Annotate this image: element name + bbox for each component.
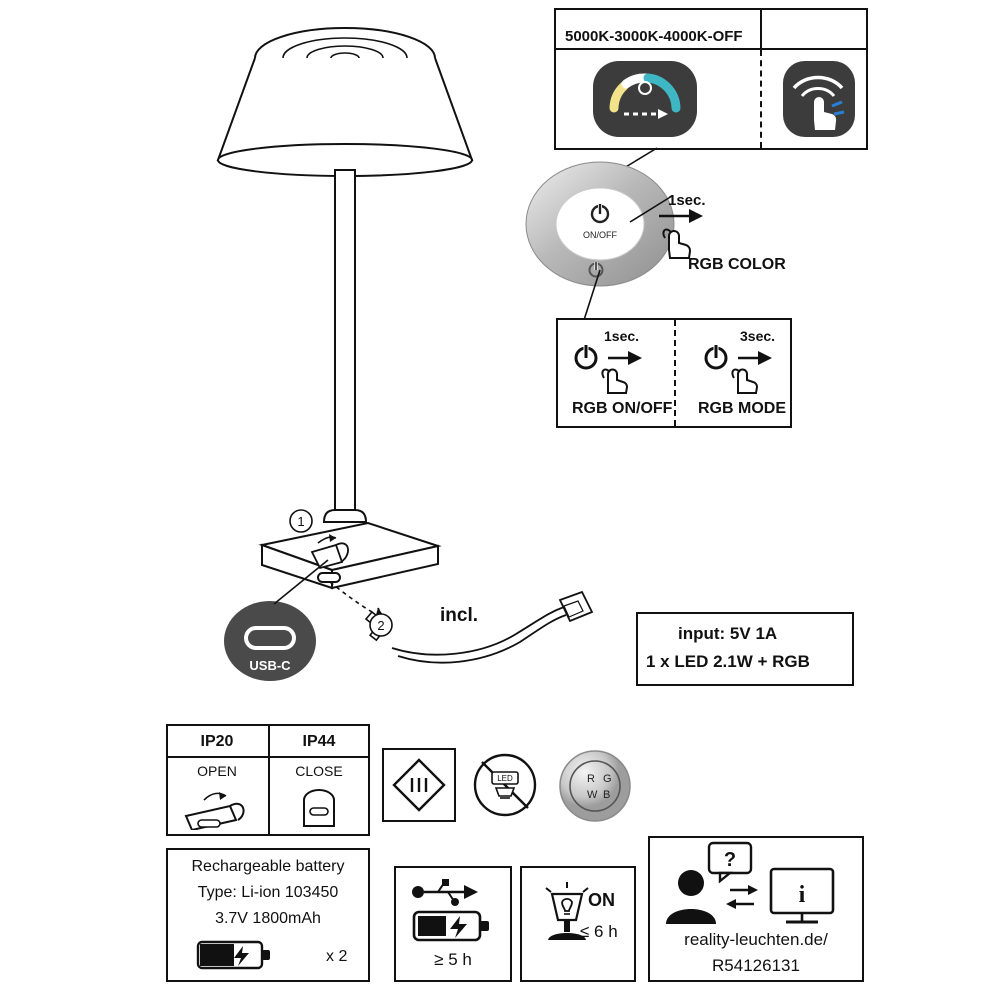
info-monitor-icon xyxy=(768,866,838,928)
ip-table-header-rule xyxy=(168,756,368,758)
runtime-state-label: ON xyxy=(588,890,615,910)
charge-time-label: ≥ 5 h xyxy=(434,950,472,969)
svg-text:USB-C: USB-C xyxy=(249,658,291,673)
lamp-illustration xyxy=(200,10,530,610)
closed-usb-flap-icon xyxy=(292,784,346,830)
rgbw-color-icon xyxy=(556,748,634,824)
incl-label: incl. xyxy=(440,605,479,626)
color-temp-panel-divider xyxy=(760,50,762,148)
exchange-arrows-icon xyxy=(724,880,760,914)
svg-text:R: R xyxy=(587,773,595,785)
color-temp-header-rule xyxy=(556,48,866,50)
svg-text:B: B xyxy=(603,789,611,801)
color-temperature-dial-icon xyxy=(590,58,700,140)
callout-marker-2 xyxy=(368,612,394,638)
svg-text:1: 1 xyxy=(297,514,305,529)
rgb-panel-leader-line xyxy=(578,268,628,324)
battery-line-1: Rechargeable battery xyxy=(191,858,345,875)
ip-header-ip20: IP20 xyxy=(200,733,234,750)
rgb-color-time-label: 1sec. xyxy=(668,192,706,209)
rgb-color-leader-line xyxy=(628,186,678,226)
svg-text:ON/OFF: ON/OFF xyxy=(583,230,617,240)
usb-charging-icon xyxy=(408,876,496,906)
runtime-duration-label: ≤ 6 h xyxy=(580,922,618,941)
class-3-insulation-icon xyxy=(390,756,448,814)
battery-icon xyxy=(196,938,274,972)
rgb-mode-gesture-icon xyxy=(700,336,796,394)
ip-row-label-close: CLOSE xyxy=(295,763,343,779)
ip-header-ip44: IP44 xyxy=(302,733,336,750)
rgb-mode-panel-divider xyxy=(674,320,676,426)
rgb-mode-label: RGB MODE xyxy=(698,400,786,417)
led-not-replaceable-icon xyxy=(470,750,540,820)
color-temp-header-divider xyxy=(760,10,762,48)
rgb-onoff-label: RGB ON/OFF xyxy=(572,400,673,417)
color-temperature-header: 5000K-3000K-4000K-OFF xyxy=(565,28,743,45)
battery-quantity: x 2 xyxy=(326,948,348,965)
svg-text:W: W xyxy=(587,789,598,801)
power-input-line: input: 5V 1A xyxy=(678,624,778,643)
battery-line-2: Type: Li-ion 103450 xyxy=(197,884,339,901)
svg-text:LED: LED xyxy=(497,774,513,783)
support-model-number: R54126131 xyxy=(712,956,800,975)
svg-text:?: ? xyxy=(723,849,737,871)
svg-text:G: G xyxy=(603,773,612,785)
svg-text:i: i xyxy=(798,882,806,908)
power-led-line: 1 x LED 2.1W + RGB xyxy=(646,652,810,671)
question-bubble-icon xyxy=(706,840,754,884)
battery-charging-icon xyxy=(412,908,494,944)
rgb-onoff-time-label: 1sec. xyxy=(604,328,640,344)
finger-touch-icon xyxy=(780,58,858,140)
svg-text:2: 2 xyxy=(377,618,385,633)
battery-line-3: 3.7V 1800mAh xyxy=(215,910,321,927)
support-url[interactable]: reality-leuchten.de/ xyxy=(684,930,828,949)
rgb-color-label: RGB COLOR xyxy=(688,256,786,273)
callout-marker-1 xyxy=(288,508,314,534)
rgb-mode-time-label: 3sec. xyxy=(740,328,776,344)
rgb-onoff-gesture-icon xyxy=(570,336,666,394)
ip-row-label-open: OPEN xyxy=(197,763,237,779)
open-usb-flap-icon xyxy=(182,786,256,830)
